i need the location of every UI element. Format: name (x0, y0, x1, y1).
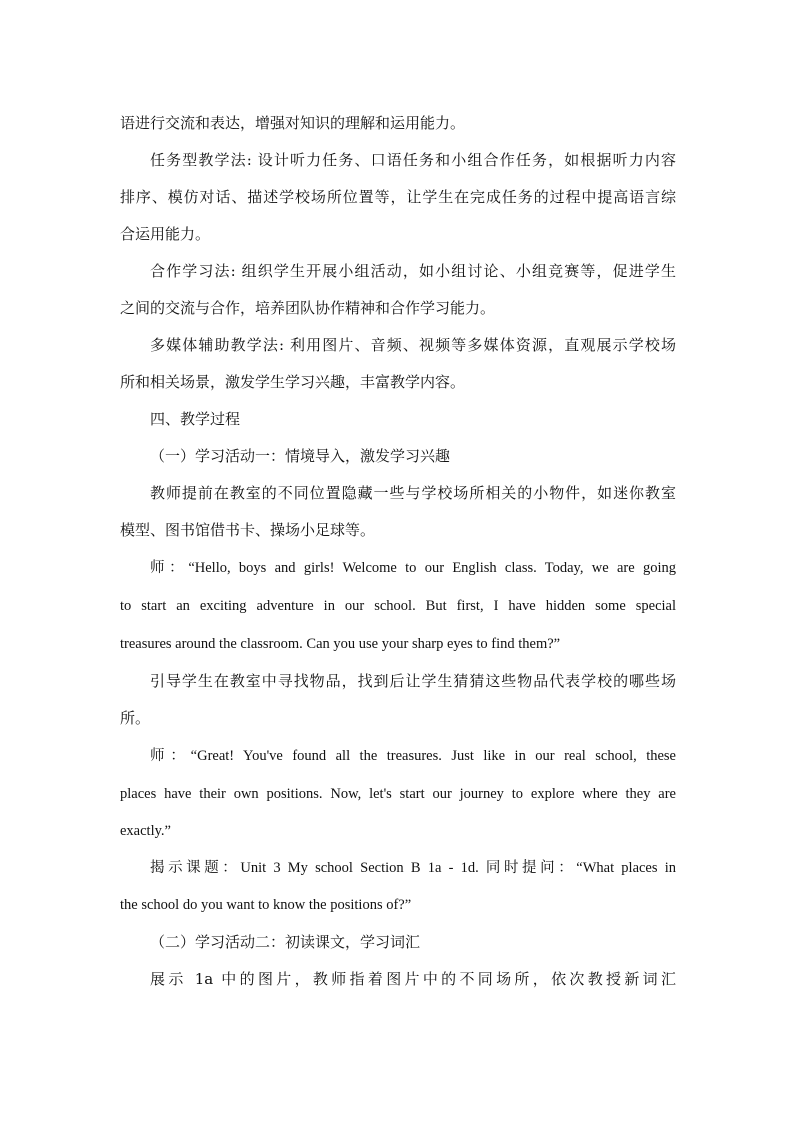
text-line: the school do you want to know the positions of?” (120, 897, 412, 913)
text-line: treasures around the classroom. Can you use your sharp eyes to find them?” (120, 636, 561, 652)
text-line: 引导学生在教室中寻找物品，找到后让学生猜猜这些物品代表学校的哪些场 (150, 672, 676, 690)
text-line: 合运用能力。 (120, 225, 211, 243)
text-line: places have their own positions. Now, let's start our journey to explore where they are (120, 786, 676, 802)
text-line: 师：“Hello, boys and girls! Welcome to our English class. Today, we are going (150, 560, 676, 576)
text-line: 之间的交流与合作，培养团队协作精神和合作学习能力。 (120, 299, 496, 317)
text-line: 合作学习法: 组织学生开展小组活动，如小组讨论、小组竞赛等，促进学生 (150, 262, 676, 280)
text-line: 揭示课题：Unit 3 My school Section B 1a - 1d. 同时提问：“What places in (150, 860, 676, 876)
text-line: 多媒体辅助教学法: 利用图片、音频、视频等多媒体资源，直观展示学校场 (150, 336, 676, 354)
text-line: 师：“Great! You've found all the treasures. Just like in our real school, these (150, 748, 676, 764)
text-line: to start an exciting adventure in our school. But first, I have hidden some special (120, 598, 676, 614)
section-heading: 四、教学过程 (150, 410, 241, 428)
text-line: 模型、图书馆借书卡、操场小足球等。 (120, 521, 376, 539)
text-line: 所和相关场景，激发学生学习兴趣，丰富教学内容。 (120, 373, 466, 391)
text-line: 语进行交流和表达，增强对知识的理解和运用能力。 (120, 114, 466, 132)
text-line: 展示 1a 中的图片，教师指着图片中的不同场所，依次教授新词汇 (150, 970, 676, 988)
text-line: 所。 (120, 709, 151, 727)
text-line: 排序、模仿对话、描述学校场所位置等，让学生在完成任务的过程中提高语言综 (120, 188, 676, 206)
text-line: exactly.” (120, 823, 171, 839)
subsection-heading: （二）学习活动二：初读课文，学习词汇 (150, 933, 421, 951)
subsection-heading: （一）学习活动一：情境导入，激发学习兴趣 (150, 447, 451, 465)
text-line: 任务型教学法: 设计听力任务、口语任务和小组合作任务，如根据听力内容 (150, 151, 676, 169)
text-line: 教师提前在教室的不同位置隐藏一些与学校场所相关的小物件，如迷你教室 (150, 484, 676, 502)
